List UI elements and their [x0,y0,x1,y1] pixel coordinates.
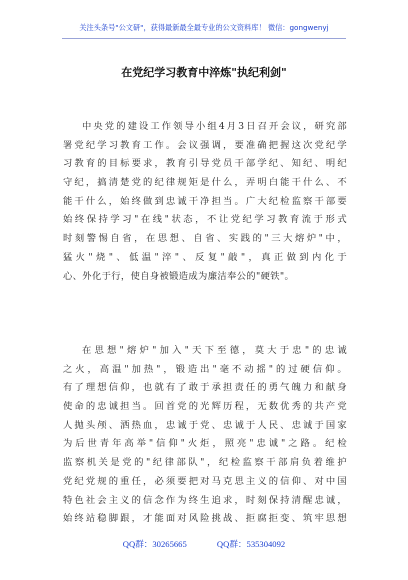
paragraph-line: 特色社会主义的信念作为终生追求，时刻保持清醒忠诚， [63,494,347,506]
paragraph-line: 在思想"熔炉"加入"天下至德，莫大于忠"的忠诚 [82,345,347,356]
paragraph-line: 始终站稳脚跟，才能面对风险挑战、拒腐拒变、筑牢思想 [63,513,347,525]
paragraph-line: 使命的忠诚担当。回首党的光辉历程，无数优秀的共产党 [63,401,347,413]
paragraph-line: 为后世青年高举"信仰"火炬，照亮"忠诚"之路。纪检 [63,438,347,450]
paragraph-line: 时刻警惕自省，在思想、自省、实践的"三大熔炉"中， [63,233,347,245]
paragraph-1 [63,118,347,286]
paragraph-line: 守纪，搞清楚党的纪律规矩是什么，弄明白能干什么、不 [63,177,347,189]
paragraph-line: 监察机关是党的"纪律部队"，纪检监察干部肩负着维护 [63,457,347,469]
paragraph-line: 党纪党规的重任，必须要把对马克思主义的信仰、对中国 [63,475,347,487]
header-divider [62,38,346,39]
header-banner: 关注头条号"公文研"，获得最新最全最专业的公文资料库！ 微信：gongwenyj [79,23,329,32]
document-title: 在党纪学习教育中淬炼"执纪利剑" [121,66,287,79]
paragraph-line: 人抛头颅、洒热血，忠诚于党、忠诚于人民、忠诚于国家 [63,419,347,431]
paragraph-line: 中央党的建设工作领导小组4月3日召开会议，研究部 [82,121,347,132]
paragraph-line: 始终保持学习"在线"状态，不让党纪学习教育流于形式 [63,214,347,226]
paragraph-line: 之火，高温"加热"，锻造出"毫不动摇"的过硬信仰。 [63,363,347,375]
paragraph-line: 心、外化于行，使自身被锻造成为廉洁奉公的"硬铁"。 [63,270,295,282]
footer-contacts [0,538,408,550]
footer-qq-group-1: QQ群：30265665 [122,539,187,549]
paragraph-line: 署党纪学习教育工作。会议强调，要准确把握这次党纪学 [63,139,347,151]
paragraph-line: 有了理想信仰，也就有了敢于承担责任的勇气魄力和献身 [63,382,347,394]
paragraph-line: 能干什么，始终做到忠诚干净担当。广大纪检监察干部要 [63,195,347,207]
footer-qq-group-2: QQ群：535304092 [216,539,286,549]
paragraph-line: 猛火"烧"、低温"淬"、反复"敲"，真正做到内化于 [63,251,347,263]
paragraph-2 [63,342,347,529]
paragraph-line: 习教育的目标要求，教育引导党员干部学纪、知纪、明纪 [63,158,347,170]
